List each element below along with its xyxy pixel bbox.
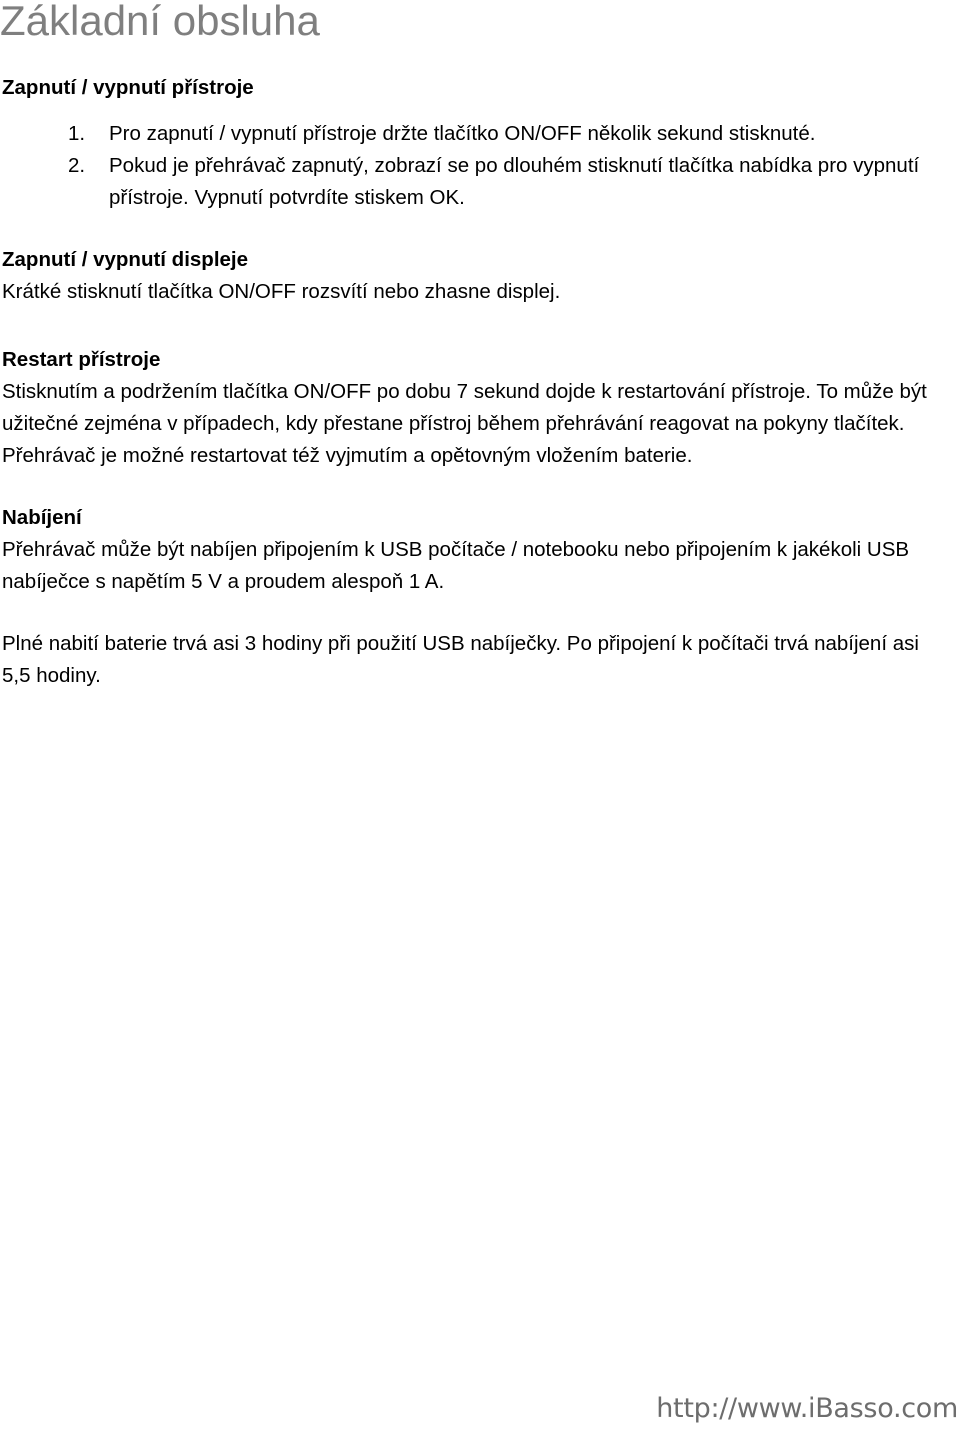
section-power-device [2, 72, 952, 214]
section-heading-charging: Nabíjení [2, 506, 82, 529]
spacer [2, 214, 952, 244]
step-number: 2. [68, 154, 86, 177]
website-watermark: http://www.iBasso.com [656, 1393, 958, 1424]
spacer [2, 308, 952, 344]
section-heading-display: Zapnutí / vypnutí displeje [2, 248, 249, 271]
list-item [2, 118, 952, 150]
paragraph: Přehrávač může být nabíjen připojením k USB počítače / notebooku nebo připojením k jakékoli USB nabíječce s napětím 5 V a proudem alespoň 1 A. [2, 538, 910, 593]
section-heading-power-device: Zapnutí / vypnutí přístroje [2, 76, 254, 99]
paragraph: Plné nabití baterie trvá asi 3 hodiny při použití USB nabíječky. Po připojení k počítači trvá nabíjení asi 5,5 hodiny. [2, 632, 919, 687]
list-item [2, 150, 952, 214]
spacer [2, 472, 952, 502]
page-title: Základní obsluha [0, 0, 320, 44]
section-display [2, 244, 952, 308]
power-steps-list [2, 118, 952, 214]
paragraph: Krátké stisknutí tlačítka ON/OFF rozsvítí nebo zhasne displej. [2, 280, 561, 303]
section-charging [2, 502, 952, 692]
step-text: Pokud je přehrávač zapnutý, zobrazí se po dlouhém stisknutí tlačítka nabídka pro vypnutí přístroje. Vypnutí potvrdíte stiskem OK. [109, 154, 920, 209]
section-heading-restart: Restart přístroje [2, 348, 161, 371]
section-restart [2, 344, 952, 472]
step-text: Pro zapnutí / vypnutí přístroje držte tlačítko ON/OFF několik sekund stisknuté. [109, 122, 816, 145]
document-body [2, 72, 952, 692]
paragraph: Stisknutím a podržením tlačítka ON/OFF po dobu 7 sekund dojde k restartování přístroje. To může být užitečné zejména v případech, kdy přestane přístroj během přehrávání reagovat na pokyny tlačítek. Přehrávač je možné restartovat též vyjmutím a opětovným vložením baterie. [2, 380, 927, 467]
spacer [2, 598, 952, 628]
step-number: 1. [68, 122, 86, 145]
